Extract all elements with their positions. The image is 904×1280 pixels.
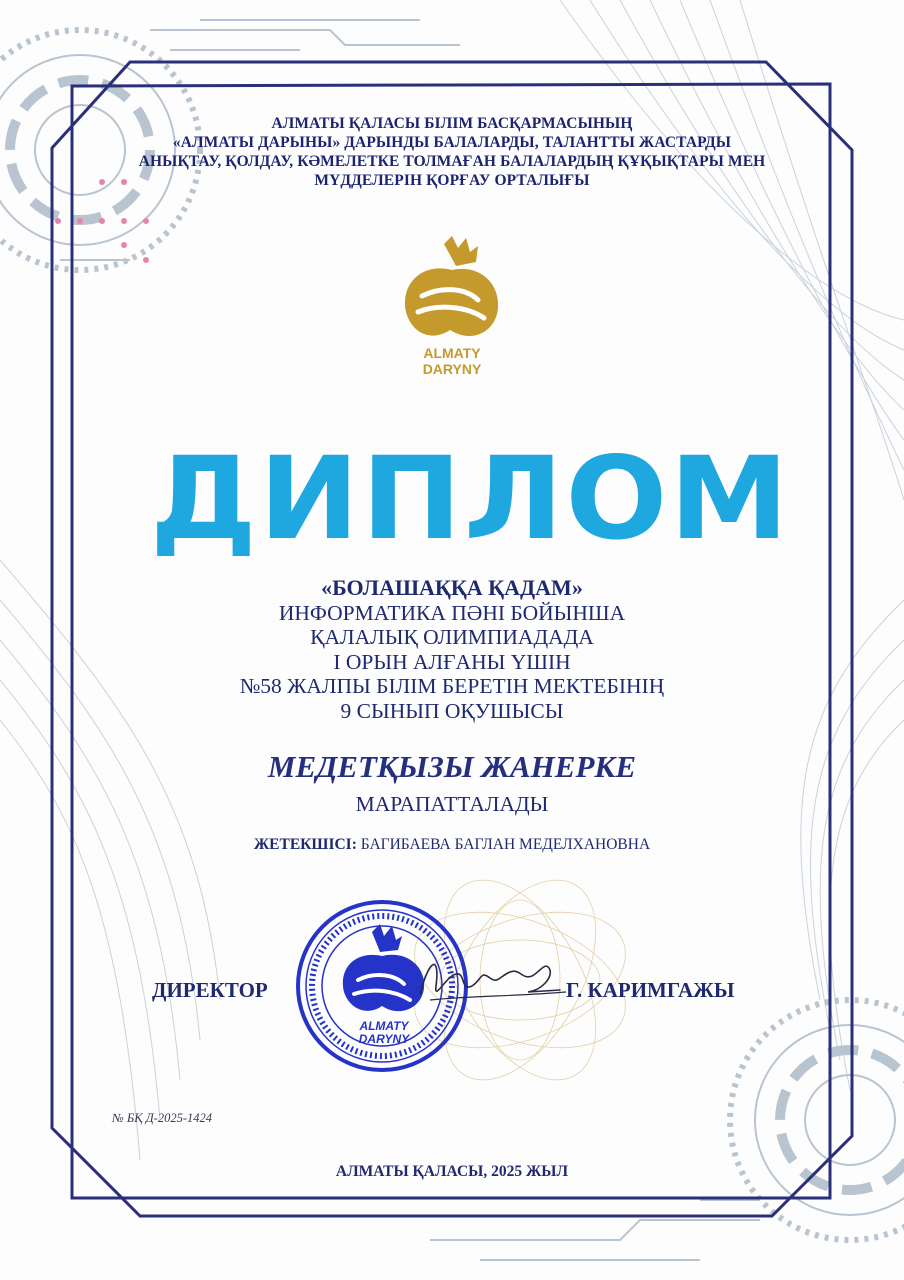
director-label: ДИРЕКТОР	[152, 978, 268, 1002]
director-name: Г. КАРИМГАЖЫ	[566, 978, 735, 1002]
header-line: «АЛМАТЫ ДАРЫНЫ» ДАРЫНДЫ БАЛАЛАРДЫ, ТАЛАНТТЫ ЖАСТАРДЫ	[172, 134, 732, 151]
header-line: МҮДДЕЛЕРІН ҚОРҒАУ ОРТАЛЫҒЫ	[314, 172, 590, 189]
director-signature	[410, 946, 570, 1016]
diploma-title: ДИПЛОМ	[150, 433, 791, 566]
document-number: № БҚ Д-2025-1424	[112, 1111, 212, 1125]
award-description	[150, 576, 754, 724]
olympiad-name: «БОЛАШАҚҚА ҚАДАМ»	[321, 575, 583, 600]
awarded-text: МАРАПАТТАЛАДЫ	[355, 792, 549, 816]
award-line: ИНФОРМАТИКА ПӘНІ БОЙЫНША	[278, 600, 626, 625]
header-line: АЛМАТЫ ҚАЛАСЫ БІЛІМ БАСҚАРМАСЫНЫҢ	[271, 115, 633, 132]
logo-text-line1: ALMATY	[423, 345, 481, 361]
stamp-text-line1: ALMATY	[359, 1019, 409, 1033]
recipient-name: МЕДЕТҚЫЗЫ ЖАНЕРКЕ	[267, 749, 637, 784]
issuer-header	[100, 114, 804, 190]
supervisor-label: ЖЕТЕКШІСІ:	[253, 836, 357, 853]
stamp-text-line2: DARYNY	[358, 1032, 410, 1046]
place-and-year: АЛМАТЫ ҚАЛАСЫ, 2025 ЖЫЛ	[335, 1163, 569, 1180]
award-line: ҚАЛАЛЫҚ ОЛИМПИАДАДА	[310, 625, 594, 650]
supervisor-line	[150, 835, 754, 855]
logo-text-line2: DARYNY	[422, 361, 482, 377]
almaty-daryny-logo	[392, 234, 512, 380]
supervisor-name: БАГИБАЕВА БАГЛАН МЕДЕЛХАНОВНА	[360, 836, 651, 853]
header-line: АНЫҚТАУ, ҚОЛДАУ, КӘМЕЛЕТКЕ ТОЛМАҒАН БАЛАЛАРДЫҢ ҚҰҚЫҚТАРЫ МЕН	[138, 153, 766, 170]
award-line: №58 ЖАЛПЫ БІЛІМ БЕРЕТІН МЕКТЕБІНІҢ	[239, 674, 665, 699]
award-line: I ОРЫН АЛҒАНЫ ҮШІН	[333, 649, 571, 674]
award-line: 9 СЫНЫП ОҚУШЫСЫ	[340, 698, 564, 723]
